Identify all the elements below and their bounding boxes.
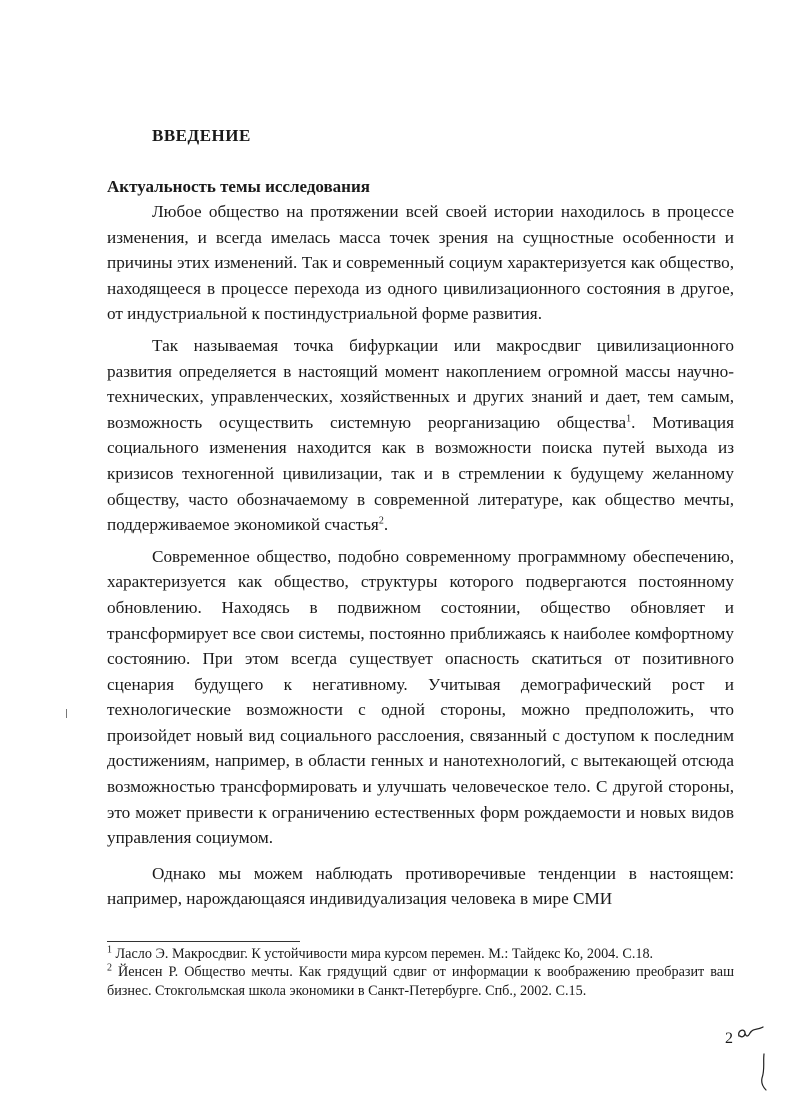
footnote-1-number: 1	[107, 944, 112, 956]
paragraph-2-text-cont: . Мотивация социального изменения находится как в возможности поиска путей выхода из кризисов техногенной цивилизации, так и в стремлении к будущему желанному обществу, часто обозначаемому в современной литературе, как общество мечты, поддерживаемое экономикой счастья	[107, 412, 734, 535]
paragraph-1-text: Любое общество на протяжении всей своей истории находилось в процессе изменения, и всегда имелась масса точек зрения на сущностные особенности и причины этих изменений. Так и современный социум характеризуется как общество, находящееся в процессе перехода из одного цивилизационного состояния в другое, от индустриальной к постиндустриальной форме развития.	[107, 202, 734, 324]
scan-artifact-mark	[66, 709, 67, 718]
paragraph-2-text-end: .	[383, 515, 389, 535]
footnote-1-text: Ласло Э. Макросдвиг. К устойчивости мира курсом перемен. М.: Тайдекс Ко, 2004. С.18.	[115, 946, 654, 962]
handwritten-mark-icon	[736, 1022, 766, 1044]
page-number: 2	[725, 1030, 733, 1047]
paragraph-3-text: Современное общество, подобно современному программному обеспечению, характеризуется как общество, структуры которого подвергаются постоянному обновлению. Находясь в подвижном состоянии, общество обновляет и трансформирует все свои системы, постоянно приближаясь к наиболее комфортному состоянию. При этом всегда существует опасность скатиться от позитивного сценария будущего к негативному. Учитывая демографический рост и технологические возможности с одной стороны, можно предположить, что произойдет новый вид социального расслоения, связанный с доступом к последним достижениям, например, в области генных и нанотехнологий, с вытекающей отсюда возможностью трансформировать и улучшать человеческое тело. С другой стороны, это может привести к ограничению естественных форм рождаемости и новых видов управления социумом.	[107, 546, 734, 848]
footnote-ref-1: 1	[626, 413, 632, 425]
footnote-divider	[107, 941, 300, 942]
section-title: Актуальность темы исследования	[107, 177, 370, 196]
footnote-2-text: Йенсен Р. Общество мечты. Как грядущий сдвиг от информации к воображению преобразит ваш бизнес. Стокгольмская школа экономики в Санкт-Петербурге. Спб., 2002. С.15.	[107, 964, 734, 999]
paragraph-3	[107, 544, 734, 851]
page-heading: ВВЕДЕНИЕ	[152, 126, 251, 145]
footnote-2-number: 2	[107, 962, 112, 974]
footnote-2	[107, 963, 734, 1000]
paragraph-4-text: Однако мы можем наблюдать противоречивые тенденции в настоящем: например, нарождающаяся индивидуализация человека в мире СМИ	[107, 863, 734, 909]
footnote-1	[107, 945, 734, 963]
footnotes	[107, 945, 734, 1000]
paragraph-2-text: Так называемая точка бифуркации или макросдвиг цивилизационного развития определяется в настоящий момент накоплением огромной массы научно-технических, управленческих, хозяйственных и других знаний и дает, тем самым, возможность осуществить системную реорганизацию общества	[107, 335, 734, 432]
footnote-ref-2: 2	[378, 515, 384, 527]
paragraph-1	[107, 199, 734, 327]
paragraph-2	[107, 333, 734, 538]
paragraph-4	[107, 861, 734, 912]
body-text	[107, 199, 734, 912]
margin-stroke-icon	[757, 1052, 771, 1092]
